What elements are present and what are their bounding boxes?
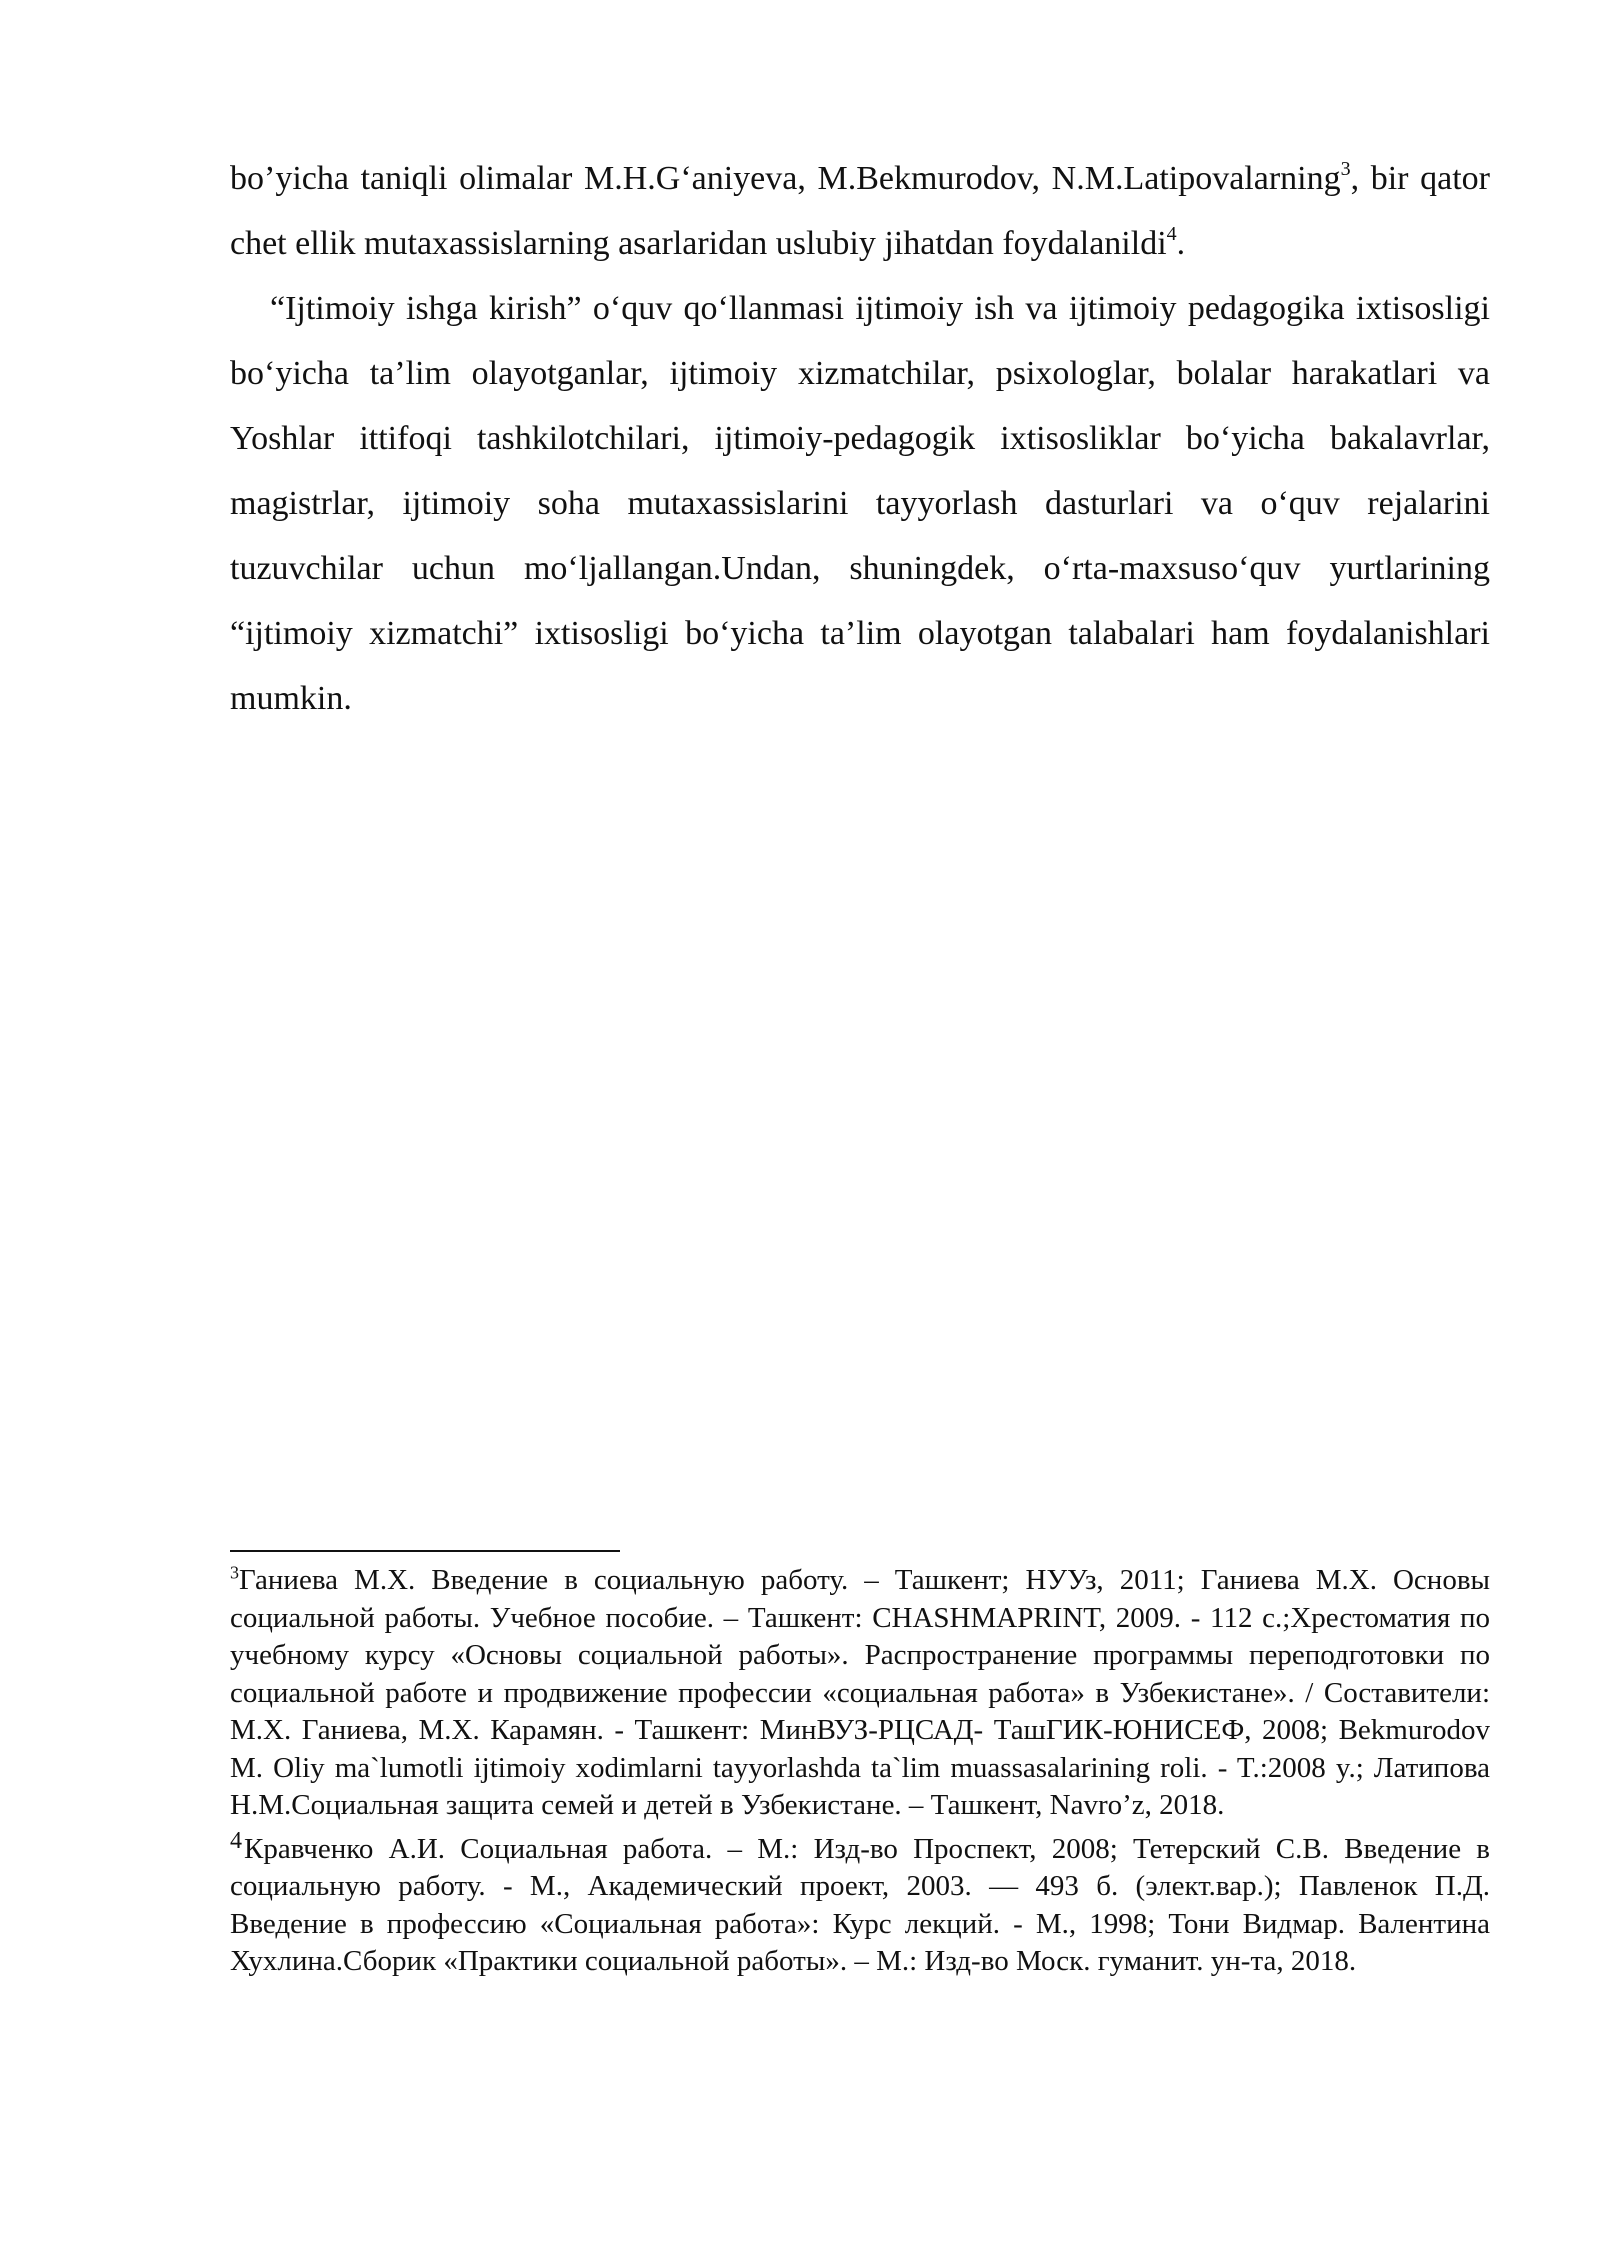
footnote-3-mark: 3 [230, 1562, 239, 1583]
paragraph-1-part-1: bo’yicha taniqli olimalar M.H.G‘aniyeva, M.Bekmurodov, N.M.Latipovalarning [230, 160, 1341, 197]
footnote-separator [230, 1550, 620, 1552]
footnote-3 [230, 1562, 1490, 1825]
footnote-4-mark: 4 [230, 1827, 242, 1854]
footnote-3-text: Ганиева М.Х. Введение в социальную работу. – Ташкент; НУУз, 2011; Ганиева М.Х. Основы социальной работы. Учебное пособие. – Ташкент: CHASHMAPRINT, 2009. - 112 с.;Хрестоматия по учебному курсу «Основы социальной работы». Распространение программы переподготовки по социальной работе и продвижение профессии «социальная работа» в Узбекистане». / Составители: М.Х. Ганиева, М.Х. Карамян. - Ташкент: МинВУЗ-РЦСАД- ТашГИК-ЮНИСЕФ, 2008; Bekmurodov M. Oliy ma`lumotli ijtimoiy xodimlarni tayyorlashda ta`lim muassasalarining roli. - T.:2008 y.; Латипова Н.М.Социальная защита семей и детей в Узбекистане. – Ташкент, Navro’z, 2018. [230, 1564, 1490, 1821]
footnote-ref-4[interactable]: 4 [1166, 222, 1177, 245]
main-text [230, 146, 1490, 731]
footnotes [230, 1562, 1490, 1981]
paragraph-1-part-2: , bir qator chet ellik mutaxassislarning asarlaridan uslubiy jihatdan foydalanildi [230, 160, 1490, 262]
footnote-4 [230, 1827, 1490, 1981]
paragraph-1 [230, 146, 1490, 276]
paragraph-2: “Ijtimoiy ishga kirish” o‘quv qo‘llanmasi ijtimoiy ish va ijtimoiy pedagogika ixtisosligi bo‘yicha ta’lim olayotganlar, ijtimoiy xizmatchilar, psixologlar, bolalar harakatlari va Yoshlar ittifoqi tashkilotchilari, ijtimoiy-pedagogik ixtisosliklar bo‘yicha bakalavrlar, magistrlar, ijtimoiy soha mutaxassislarini tayyorlash dasturlari va o‘quv rejalarini tuzuvchilar uchun mo‘ljallangan.Undan, shuningdek, o‘rta-maxsuso‘quv yurtlarining “ijtimoiy xizmatchi” ixtisosligi bo‘yicha ta’lim olayotgan talabalari ham foydalanishlari mumkin. [230, 290, 1490, 717]
footnote-ref-3[interactable]: 3 [1340, 157, 1351, 180]
paragraph-1-part-3: . [1176, 225, 1186, 262]
footnote-4-text: Кравченко А.И. Социальная работа. – М.: Изд-во Проспект, 2008; Тетерский С.В. Введение в социальную работу. - М., Академический проект, 2003. — 493 б. (элект.вар.); Павленок П.Д. Введение в профессию «Социальная работа»: Курс лекций. - М., 1998; Тони Видмар. Валентина Хухлина.Сборик «Практики социальной работы». – М.: Изд-во Моск. гуманит. ун-та, 2018. [230, 1832, 1490, 1977]
